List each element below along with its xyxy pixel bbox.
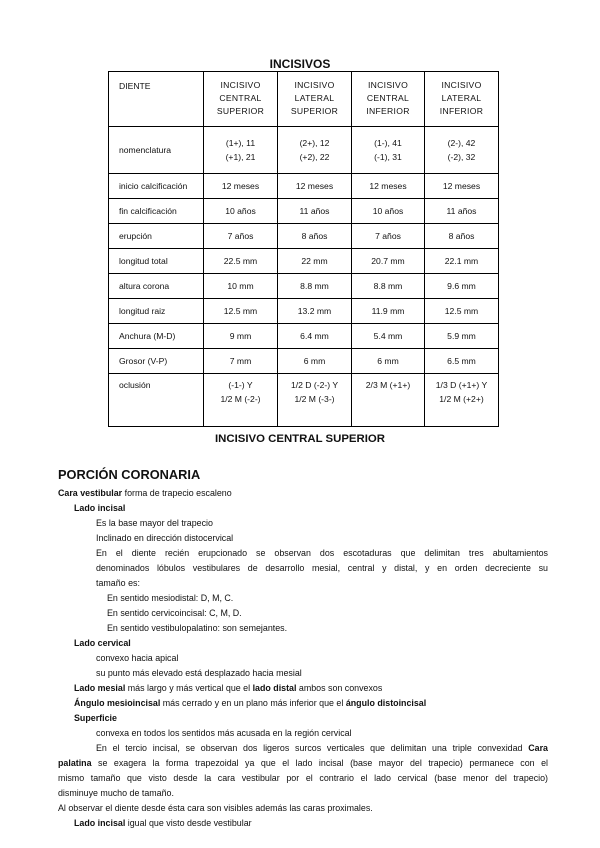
table-cell [278, 374, 352, 427]
paragraph-line: convexa en todos los sentidos más acusada en la región cervical [96, 728, 352, 738]
incisivos-table [108, 71, 499, 427]
table-row [109, 127, 499, 174]
header-cell: INCISIVO LATERAL SUPERIOR [278, 72, 352, 127]
row-label: fin calcificación [109, 199, 204, 224]
table-cell: 9.6 mm [425, 274, 499, 299]
paragraph-line: Ángulo mesioincisal más cerrado y en un plano más inferior que el ángulo distoincisal [74, 698, 427, 708]
paragraph-line: Lado mesial más largo y más vertical que el lado distal ambos son convexos [74, 683, 383, 693]
row-label: altura corona [109, 274, 204, 299]
paragraph-line: disminuye mucho de tamaño. [58, 788, 174, 798]
section-title: INCISIVO CENTRAL SUPERIOR [214, 433, 386, 445]
porcion-coronaria-heading: PORCIÓN CORONARIA [58, 467, 201, 482]
table-cell: 11 años [278, 199, 352, 224]
cell-line: (2+), 12 [299, 138, 330, 148]
table-cell: 12 meses [204, 174, 278, 199]
table-cell: 7 años [352, 224, 425, 249]
subheading-lado-incisal: Lado incisal [74, 503, 126, 513]
table-cell [352, 127, 425, 174]
table-row [109, 374, 499, 427]
row-label: erupción [109, 224, 204, 249]
table-cell [425, 127, 499, 174]
cell-line: 1/3 D (+1+) Y [435, 380, 488, 390]
cell-line: 1/2 M (-3-) [294, 394, 335, 404]
table-cell: 6.5 mm [425, 349, 499, 374]
table-cell: 11 años [425, 199, 499, 224]
table-row [109, 299, 499, 324]
paragraph-line: Lado incisal igual que visto desde vestibular [74, 818, 252, 828]
cell-line: (1-), 41 [374, 138, 402, 148]
paragraph-line: En sentido mesiodistal: D, M, C. [107, 593, 234, 603]
table-cell: 12.5 mm [204, 299, 278, 324]
paragraph-line: Cara vestibular forma de trapecio escaleno [58, 488, 232, 498]
table-row [109, 349, 499, 374]
header-cell: INCISIVO LATERAL INFERIOR [425, 72, 499, 127]
paragraph-line: denominados lóbulos vestibulares de desarrollo mesial, central y distal, y en orden decreciente su [96, 563, 548, 573]
table-cell: 12 meses [425, 174, 499, 199]
row-label: longitud raiz [109, 299, 204, 324]
table-cell: 11.9 mm [352, 299, 425, 324]
table-cell: 9 mm [204, 324, 278, 349]
table-title: INCISIVOS [269, 57, 331, 71]
table-cell: 22.5 mm [204, 249, 278, 274]
paragraph-line: En el tercio incisal, se observan dos ligeros surcos verticales que delimitan una triple convexidad Cara [96, 743, 548, 753]
table-row [109, 174, 499, 199]
cell-line: 1/2 M (+2+) [439, 394, 484, 404]
table-cell: 7 años [204, 224, 278, 249]
table-row [109, 249, 499, 274]
cell-line: 1/2 M (-2-) [220, 394, 261, 404]
paragraph-line: Inclinado en dirección distocervical [96, 533, 234, 543]
row-label: oclusión [109, 374, 204, 427]
table-cell: 8 años [278, 224, 352, 249]
cell-line: (-1), 31 [374, 152, 402, 162]
table-cell: 12 meses [278, 174, 352, 199]
table-cell: 22 mm [278, 249, 352, 274]
paragraph-line: En el diente recién erupcionado se observan dos escotaduras que delimitan tres abultamientos [96, 548, 548, 558]
table-cell: 12 meses [352, 174, 425, 199]
paragraph-line: convexo hacia apical [96, 653, 179, 663]
table-cell: 8.8 mm [352, 274, 425, 299]
table-cell: 10 años [352, 199, 425, 224]
table-cell: 5.4 mm [352, 324, 425, 349]
table-cell [278, 127, 352, 174]
paragraph-line: Es la base mayor del trapecio [96, 518, 213, 528]
table-row [109, 274, 499, 299]
subheading-superficie: Superficie [74, 713, 117, 723]
paragraph-line: su punto más elevado está desplazado hacia mesial [96, 668, 302, 678]
paragraph-line: mismo tamaño que visto desde la cara vestibular por el contrario el lado cervical (base menor del trapecio) [58, 773, 548, 783]
paragraph-line: En sentido cervicoincisal: C, M, D. [107, 608, 242, 618]
cell-line: (+2), 22 [299, 152, 330, 162]
table-cell: 20.7 mm [352, 249, 425, 274]
header-cell: INCISIVO CENTRAL SUPERIOR [204, 72, 278, 127]
table-header-row [109, 72, 499, 127]
table-cell [204, 127, 278, 174]
row-label: nomenclatura [109, 127, 204, 174]
table-cell: 6 mm [278, 349, 352, 374]
table-cell: 8 años [425, 224, 499, 249]
row-label: inicio calcificación [109, 174, 204, 199]
paragraph-line: palatina se exagera la forma trapezoidal ya que el lado incisal (base mayor del trapecio) permanece con el [58, 758, 548, 768]
cell-line: (2-), 42 [447, 138, 476, 148]
table-row [109, 324, 499, 349]
table-cell: 12.5 mm [425, 299, 499, 324]
row-label: Anchura (M-D) [109, 324, 204, 349]
cell-line: (+1), 21 [225, 152, 256, 162]
table-cell [352, 374, 425, 427]
table-cell: 10 mm [204, 274, 278, 299]
header-cell-diente: DIENTE [109, 72, 204, 127]
cell-line: (-2), 32 [447, 152, 476, 162]
paragraph-line: Al observar el diente desde ésta cara son visibles además las caras proximales. [58, 803, 373, 813]
paragraph-line: tamaño es: [96, 578, 140, 588]
row-label: Grosor (V-P) [109, 349, 204, 374]
row-label: longitud total [109, 249, 204, 274]
subheading-lado-cervical: Lado cervical [74, 638, 131, 648]
table-cell: 6.4 mm [278, 324, 352, 349]
table-cell: 13.2 mm [278, 299, 352, 324]
header-cell: INCISIVO CENTRAL INFERIOR [352, 72, 425, 127]
table-row [109, 224, 499, 249]
table-cell [425, 374, 499, 427]
paragraph-line: En sentido vestibulopalatino: son semejantes. [107, 623, 288, 633]
table-cell: 8.8 mm [278, 274, 352, 299]
table-cell [204, 374, 278, 427]
table-cell: 5.9 mm [425, 324, 499, 349]
cell-line: (1+), 11 [225, 138, 256, 148]
cell-line: 1/2 D (-2-) Y [290, 380, 339, 390]
table-row [109, 199, 499, 224]
table-cell: 22.1 mm [425, 249, 499, 274]
cell-line: (-1-) Y [228, 380, 253, 390]
table-cell: 10 años [204, 199, 278, 224]
table-cell: 7 mm [204, 349, 278, 374]
cell-line: 2/3 M (+1+) [365, 380, 411, 390]
table-cell: 6 mm [352, 349, 425, 374]
